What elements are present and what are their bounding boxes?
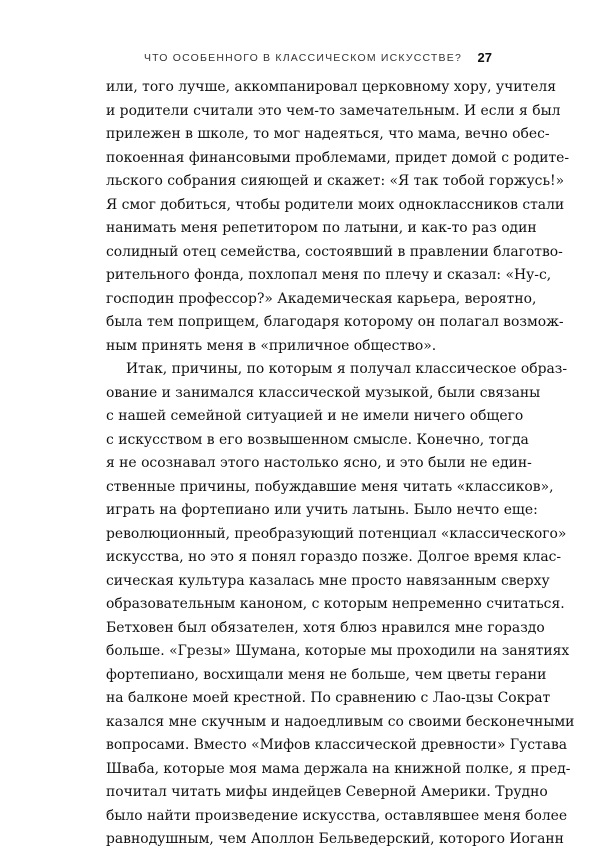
text-line: сическая культура казалась мне просто навязанным сверху	[106, 572, 550, 589]
running-head	[0, 52, 600, 72]
text-line: ственные причины, побуждавшие меня читать «классиков»,	[106, 478, 554, 495]
text-line: Шваба, которые моя мама держала на книжной полке, я пред-	[106, 760, 571, 777]
text-line: образовательным каноном, с которым непременно считаться.	[106, 596, 565, 612]
text-line: с нашей семейной ситуацией и не имели ничего общего	[106, 408, 524, 424]
text-line: была тем поприщем, благодаря которому он полагал возмож-	[106, 314, 564, 330]
text-line: нанимать меня репетитором по латыни, и как-то раз один	[106, 220, 537, 236]
text-line: покоенная финансовыми проблемами, придет домой с родите-	[106, 149, 570, 166]
text-line: Я смог добиться, чтобы родители моих одноклассников стали	[106, 196, 565, 213]
text-line: Бетховен был обязателен, хотя блюз нравился мне гораздо	[106, 619, 545, 636]
text-line: солидный отец семейства, состоявший в правлении благотво-	[106, 243, 563, 260]
text-line: прилежен в школе, то мог надеяться, что мама, вечно обес-	[106, 126, 550, 142]
text-line: я не осознавал этого настолько ясно, и это были не един-	[106, 455, 532, 471]
text-line: было найти произведение искусства, оставлявшее меня более	[106, 807, 568, 824]
text-line: искусства, но это я понял гораздо позже. Долгое время клас-	[106, 549, 562, 565]
text-line: почитал читать мифы индейцев Северной Америки. Трудно	[106, 784, 548, 800]
text-line: с искусством в его возвышенном смысле. Конечно, тогда	[106, 431, 529, 448]
text-line: Итак, причины, по которым я получал классическое образ-	[126, 361, 568, 377]
running-title: ЧТО ОСОБЕННОГО В КЛАССИЧЕСКОМ ИСКУССТВЕ?	[143, 52, 462, 64]
text-line: вопросами. Вместо «Мифов классической древности» Густава	[106, 737, 568, 753]
text-line: казался мне скучным и надоедливым со своими бесконечными	[106, 713, 575, 730]
text-line: рительного фонда, похлопал меня по плечу и сказал: «Ну-с,	[106, 267, 552, 283]
text-line: революционный, преобразующий потенциал «классического»	[106, 525, 567, 542]
text-line: больше. «Грезы» Шумана, которые мы проходили на занятиях	[106, 643, 570, 659]
text-line: или, того лучше, аккомпанировал церковному хору, учителя	[106, 79, 557, 95]
text-line: ование и занимался классической музыкой, были связаны	[106, 384, 541, 401]
text-line: фортепиано, восхищали меня не больше, чем цветы герани	[106, 666, 547, 683]
text-line: на балконе моей крестной. По сравнению с Лао-цзы Сократ	[106, 690, 551, 706]
text-line: ным принять меня в «приличное общество».	[106, 337, 437, 354]
text-line: господин профессор?» Академическая карьера, вероятно,	[106, 290, 537, 307]
page-number: 27	[477, 50, 492, 65]
text-line: и родители считали это чем-то замечательным. И если я был	[106, 102, 561, 119]
text-line: играть на фортепиано или учить латынь. Было нечто еще:	[106, 502, 538, 518]
text-line: равнодушным, чем Аполлон Бельведерский, которого Иоганн	[106, 831, 564, 847]
text-line: льского собрания сияющей и скажет: «Я так тобой горжусь!»	[106, 173, 565, 189]
body-text	[106, 76, 575, 852]
